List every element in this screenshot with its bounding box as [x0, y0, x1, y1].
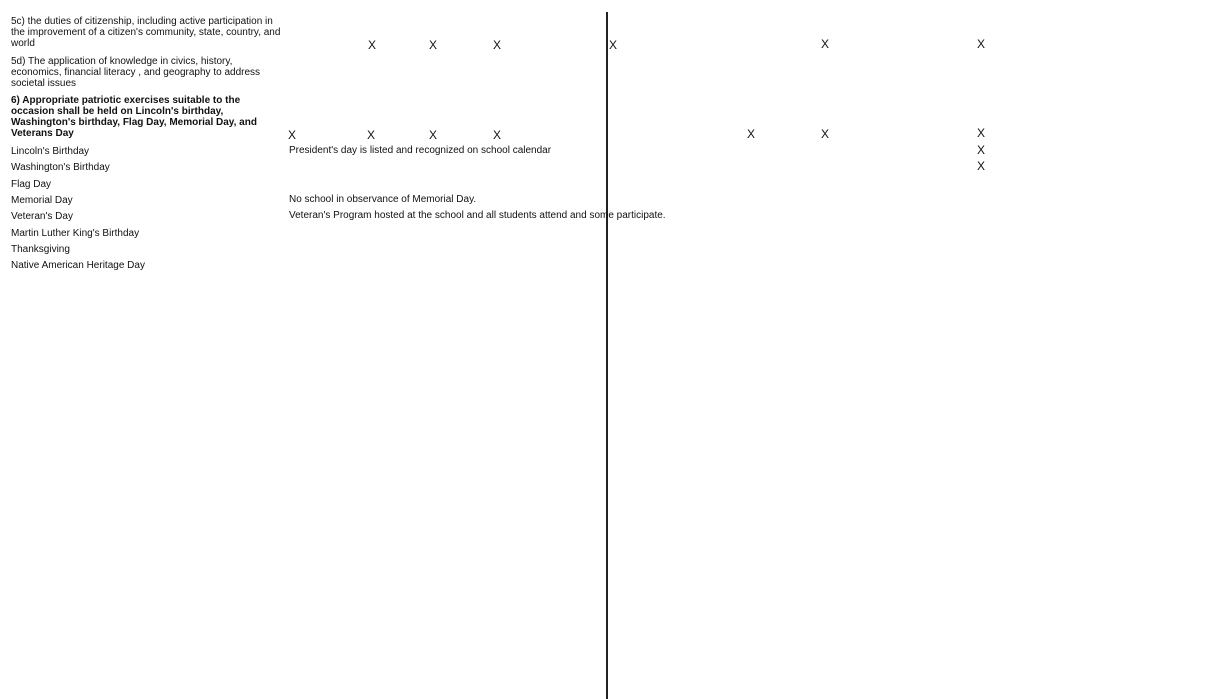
holiday-note: Veteran's Program hosted at the school and all students attend and some participate. [289, 210, 666, 221]
holiday-mark: X [977, 143, 986, 157]
row-5d-label: 5d) The application of knowledge in civics, history, economics, financial literacy , and geography to address societal issues [11, 56, 261, 89]
row-6-mark: X [821, 127, 830, 141]
row-5c-mark: X [609, 38, 618, 52]
holiday-mark: X [977, 159, 986, 173]
holiday-label: Flag Day [11, 179, 52, 190]
holiday-label: Washington's Birthday [11, 162, 110, 173]
row-6-mark: X [288, 128, 297, 142]
holiday-label: Lincoln's Birthday [11, 146, 90, 157]
row-6-mark: X [977, 126, 986, 140]
row-6-label: 6) Appropriate patriotic exercises suitable to the occasion shall be held on Lincoln's birthday, Washington's birthday, Flag Day, Memorial Day, and Veterans Day [11, 95, 257, 139]
vertical-divider [606, 12, 608, 699]
holiday-label: Native American Heritage Day [11, 260, 145, 271]
row-6-mark: X [367, 128, 376, 142]
row-6-mark: X [747, 127, 756, 141]
holiday-label: Veteran's Day [11, 211, 73, 222]
row-5c-mark: X [429, 38, 438, 52]
holiday-label: Thanksgiving [11, 244, 70, 255]
row-6-mark: X [493, 128, 502, 142]
row-5c-mark: X [977, 37, 986, 51]
holiday-note: President's day is listed and recognized on school calendar [289, 145, 552, 156]
holiday-note: No school in observance of Memorial Day. [289, 194, 477, 205]
row-5c-mark: X [493, 38, 502, 52]
row-5c-mark: X [821, 37, 830, 51]
holiday-label: Memorial Day [11, 195, 73, 206]
row-5c-mark: X [368, 38, 377, 52]
row-6-mark: X [429, 128, 438, 142]
holiday-label: Martin Luther King's Birthday [11, 228, 140, 239]
row-5c-label: 5c) the duties of citizenship, including active participation in the improvement of a citizen's community, state, country, and world [11, 16, 281, 49]
